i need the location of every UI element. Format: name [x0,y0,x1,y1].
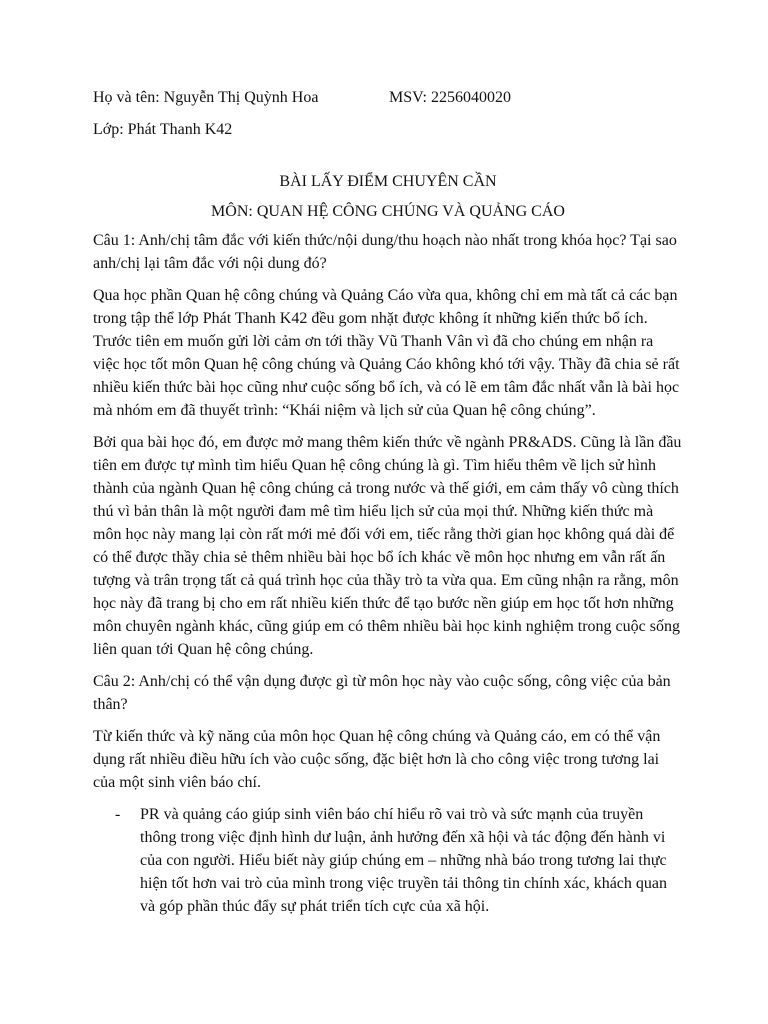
answer-2-bullet-list [93,803,683,918]
question-2: Câu 2: Anh/chị có thể vận dụng được gì từ môn học này vào cuộc sống, công việc của bản thân? [93,673,671,713]
answer-2-intro: Từ kiến thức và kỹ năng của môn học Quan hệ công chúng và Quảng cáo, em có thể vận dụng rất nhiều điều hữu ích vào cuộc sống, đặc biệt hơn là cho công việc trong tương lai của một sinh viên báo chí. [93,728,661,791]
document-title: BÀI LẤY ĐIỂM CHUYÊN CẦN [279,173,497,190]
bullet-text: PR và quảng cáo giúp sinh viên báo chí hiểu rõ vai trò và sức mạnh của truyền thông trong việc định hình dư luận, ảnh hưởng đến xã hội và tác động đến hành vi của con người. Hiểu biết này giúp chúng em – những nhà báo trong tương lai thực hiện tốt hơn vai trò của mình trong việc truyền tải thông tin chính xác, khách quan và góp phần thúc đẩy sự phát triển tích cực của xã hội. [140,806,667,915]
subject-title: MÔN: QUAN HỆ CÔNG CHÚNG VÀ QUẢNG CÁO [211,203,565,220]
student-class: Lớp: Phát Thanh K42 [93,121,233,138]
list-item [93,803,683,918]
answer-1-paragraph-2: Bởi qua bài học đó, em được mở mang thêm kiến thức về ngành PR&ADS. Cũng là lần đầu tiên em được tự mình tìm hiểu Quan hệ công chúng là gì. Tìm hiểu thêm về lịch sử hình thành của ngành Quan hệ công chúng cả trong nước và thế giới, em cảm thấy vô cùng thích thú vì bản thân là một người đam mê tìm hiểu lịch sử của mọi thứ. Những kiến thức mà môn học này mang lại còn rất mới mẻ đối với em, tiếc rằng thời gian học không quá dài để có thể được thầy chia sẻ thêm nhiều bài học bổ ích khác về môn học nhưng em vẫn rất ấn tượng và trân trọng tất cả quá trình học của thầy trò ta vừa qua. Em cũng nhận ra rằng, môn học này đã trang bị cho em rất nhiều kiến thức để tạo bước nền giúp em học tốt hơn những môn chuyên ngành khác, cũng giúp em có thêm nhiều bài học kinh nghiệm trong cuộc sống liên quan tới Quan hệ công chúng. [93,434,682,658]
document-page [93,86,683,918]
student-id: MSV: 2256040020 [389,89,511,106]
bullet-dash: - [115,806,121,823]
question-1: Câu 1: Anh/chị tâm đắc với kiến thức/nội dung/thu hoạch nào nhất trong khóa học? Tại sao anh/chị lại tâm đắc với nội dung đó? [93,232,677,272]
answer-1-paragraph-1: Qua học phần Quan hệ công chúng và Quảng Cáo vừa qua, không chỉ em mà tất cả các bạn trong tập thể lớp Phát Thanh K42 đều gom nhặt được không ít những kiến thức bổ ích. Trước tiên em muốn gửi lời cảm ơn tới thầy Vũ Thanh Vân vì đã cho chúng em nhận ra việc học tốt môn Quan hệ công chúng và Quảng Cáo không khó tới vậy. Thầy đã chia sẻ rất nhiều kiến thức bài học cũng như cuộc sống bổ ích, và có lẽ em tâm đắc nhất vẫn là bài học mà nhóm em đã thuyết trình: “Khái niệm và lịch sử của Quan hệ công chúng”. [93,287,680,419]
student-info-line [93,86,683,110]
student-name: Họ và tên: Nguyễn Thị Quỳnh Hoa [93,89,319,106]
